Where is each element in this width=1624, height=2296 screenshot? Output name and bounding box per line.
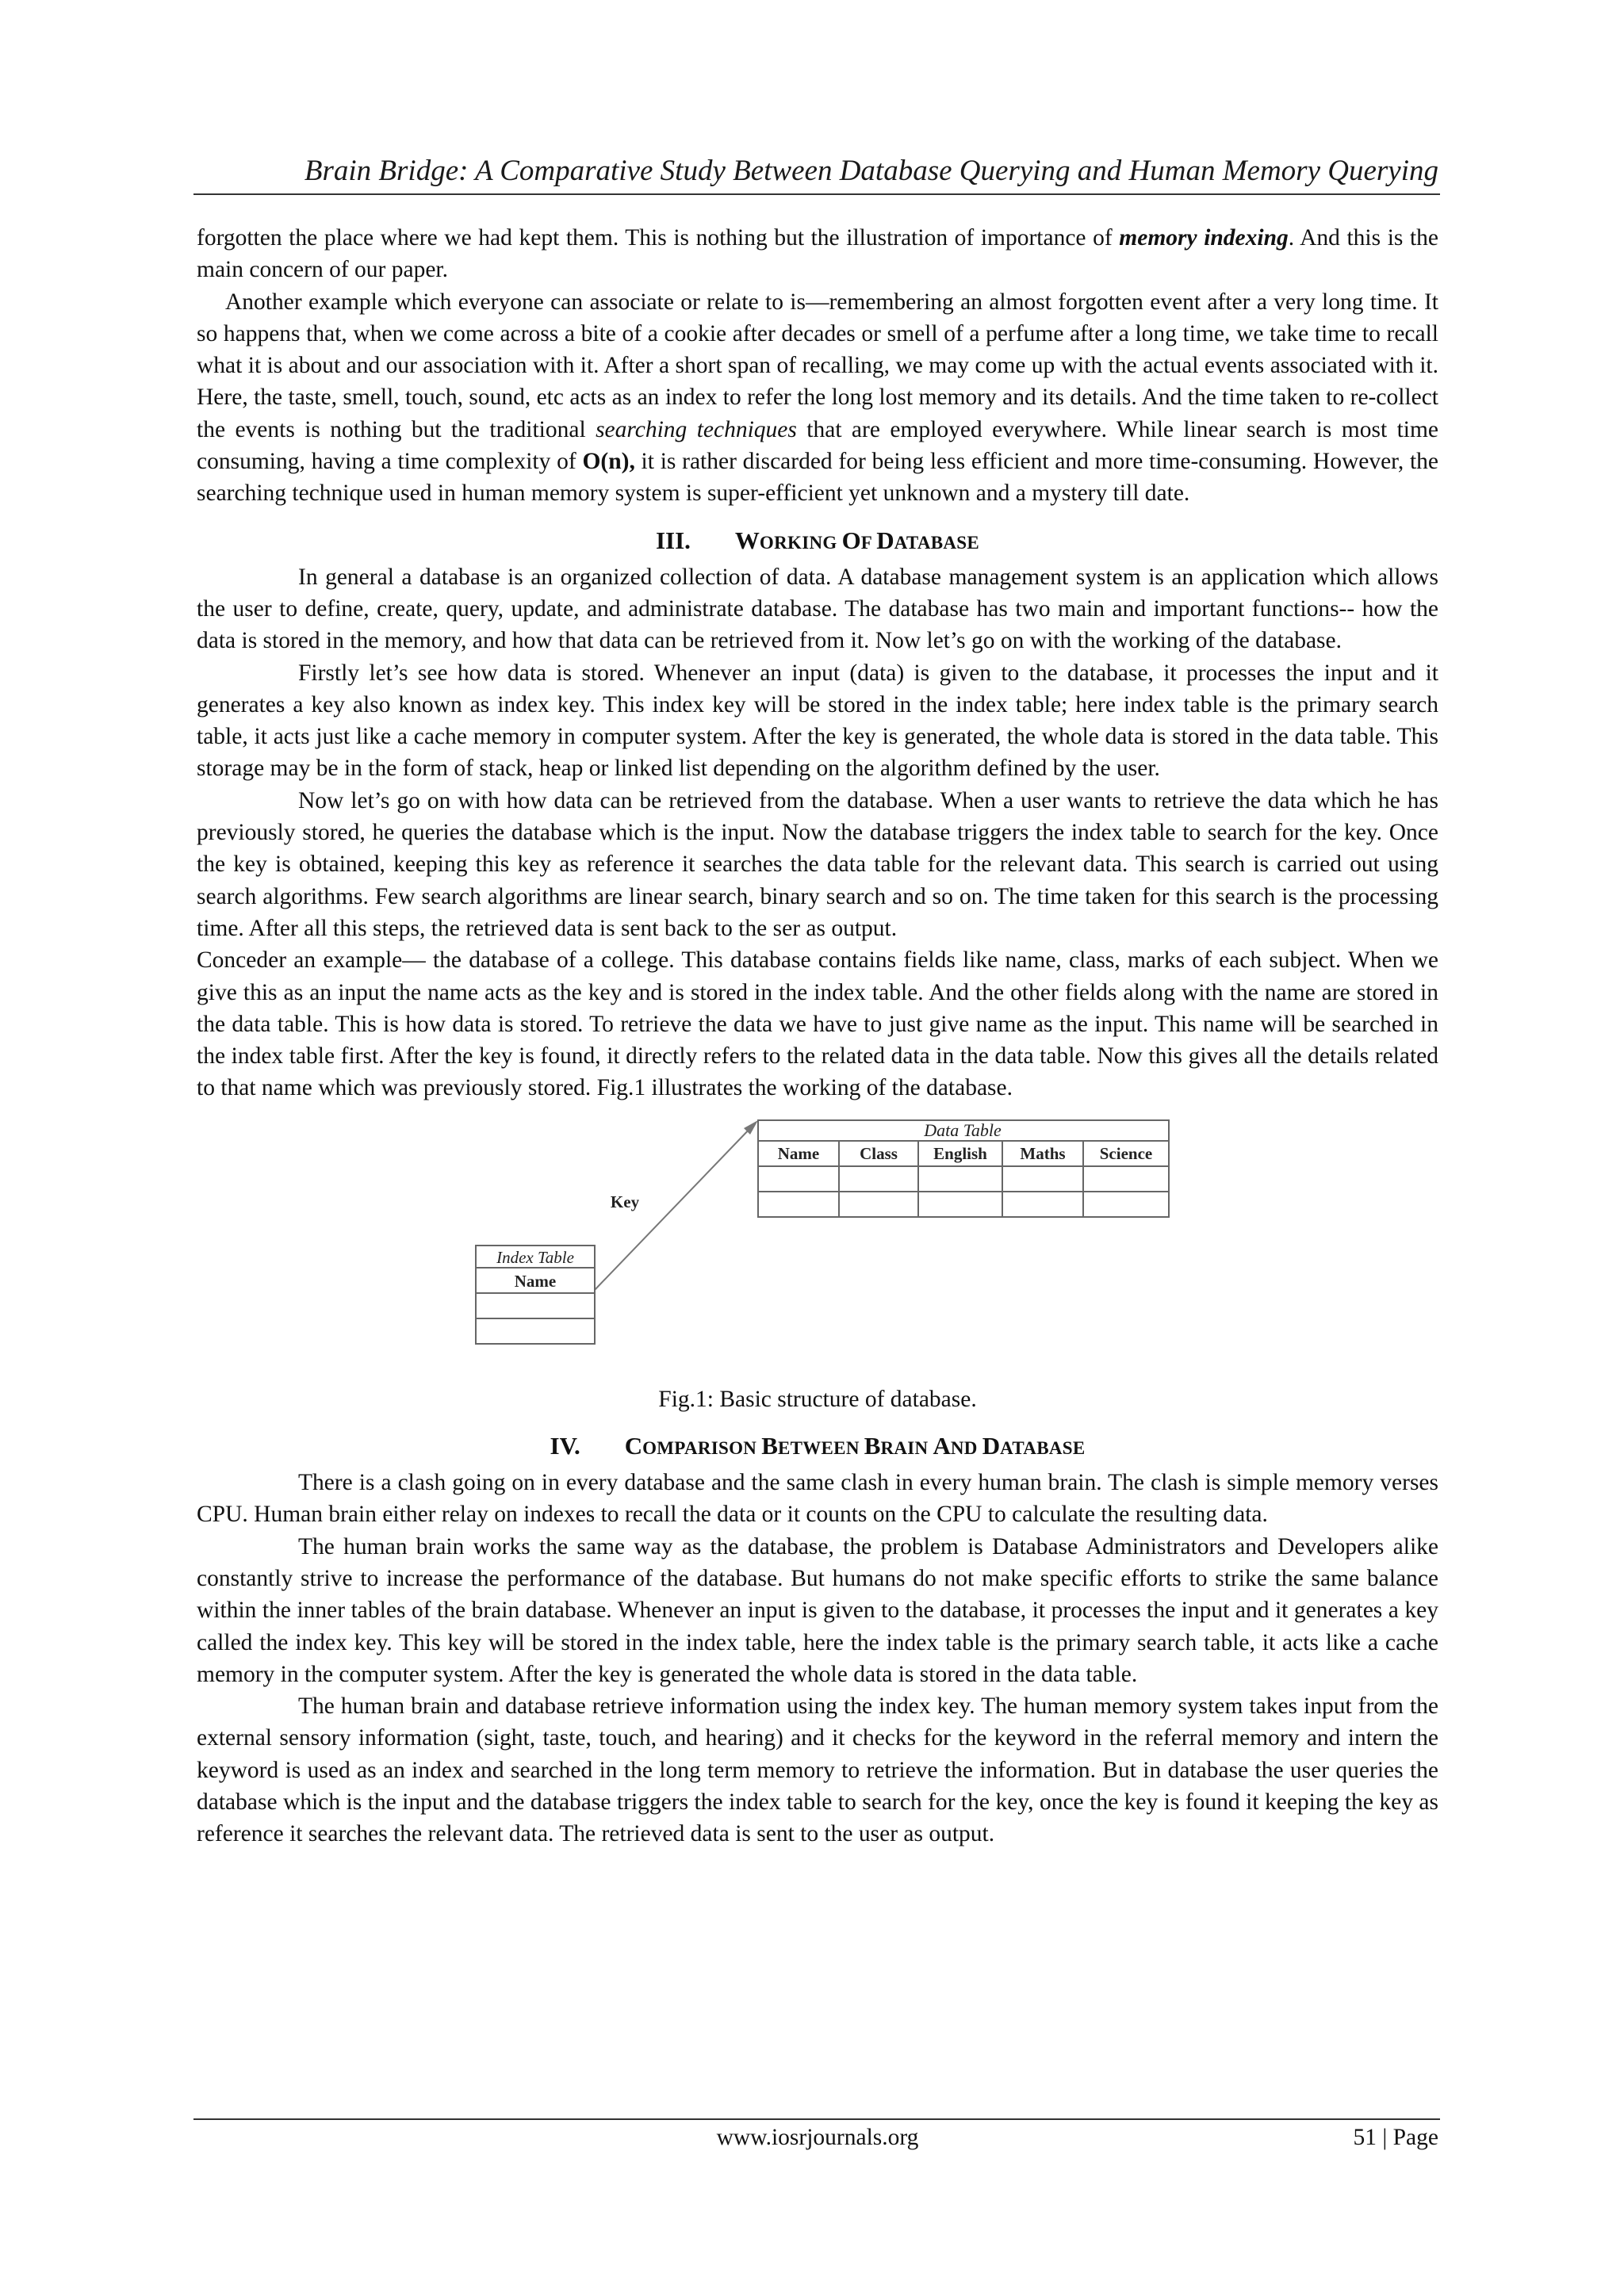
paragraph-9: The human brain and database retrieve information using the index key. The human memory system takes input from the external sensory information (sight, taste, touch, and hearing) and it checks for the keyword in the referral memory and intern the keyword is used as an index and searched in the long term memory to retrieve the information. But in database the user queries the database which is the input and the database triggers the index table to search for the key, once the key is found it keeping the key as reference it searches the relevant data. The retrieved data is sent to the user as output. (197, 1693, 1438, 1847)
running-header: Brain Bridge: A Comparative Study Between Database Querying and Human Memory Querying (304, 155, 1438, 187)
database-diagram (197, 1106, 1438, 1383)
data-col-class: Class (860, 1143, 898, 1163)
p1-emphasis: memory indexing (1119, 225, 1289, 251)
p1-text-c: . And this is the main concern of our paper. (197, 225, 1439, 283)
sec4-small5: ATABASE (1000, 1438, 1086, 1459)
section-4-number: IV. (550, 1432, 580, 1460)
sec3-small3: ATABASE (894, 532, 980, 553)
sec3-small1: ORKING (759, 532, 842, 553)
sec4-small1: OMPARISON (642, 1438, 762, 1459)
sec3-cap1: W (734, 526, 760, 554)
p2-text-c: that are employed everywhere. While linear search is most time consuming, having a time complexity of (197, 416, 1438, 475)
header-rule (193, 193, 1440, 195)
sec4-cap1: C (624, 1432, 643, 1460)
section-3-heading (197, 522, 1438, 561)
data-col-maths: Maths (1020, 1143, 1066, 1163)
key-label: Key (610, 1192, 640, 1211)
paragraph-8: The human brain works the same way as the database, the problem is Database Administrators and Developers alike constantly strive to increase the performance of the database. But humans do not make specific efforts to strike the same balance within the inner tables of the brain database. Whenever an input is given to the database, it processes the input and it generates a key called the index key. This key will be stored in the index table, here the index table is the primary search table, it acts like a cache memory in the computer system. After the key is generated the whole data is stored in the data table. (197, 1533, 1438, 1687)
sec3-cap3: D (876, 526, 894, 554)
data-col-science: Science (1099, 1143, 1153, 1163)
paragraph-1 (197, 222, 1438, 286)
index-table-title: Index Table (496, 1247, 574, 1267)
paragraph-5: Now let’s go on with how data can be retrieved from the database. When a user wants to retrieve the data which he has previously stored, he queries the database which is the input. Now the database triggers the index table to search for the key. Once the key is obtained, keeping this key as reference it searches the data table for the relevant data. This search is carried out using search algorithms. Few search algorithms are linear search, binary search and so on. The time taken for this search is the processing time. After all this steps, the retrieved data is sent back to the ser as output. (197, 787, 1438, 941)
data-table-title: Data Table (924, 1119, 1002, 1140)
sec4-small3: RAIN (880, 1438, 933, 1459)
sec4-small4: ND (950, 1438, 982, 1459)
sec3-cap2: O (841, 526, 861, 554)
section-4-heading (197, 1428, 1438, 1467)
sec4-cap5: D (982, 1432, 1001, 1460)
footer-website: www.iosrjournals.org (716, 2125, 919, 2150)
data-col-english: English (933, 1143, 987, 1163)
footer-rule (193, 2118, 1440, 2120)
data-col-name: Name (777, 1143, 820, 1163)
sec4-cap3: B (864, 1432, 881, 1460)
sec4-small2: ETWEEN (777, 1438, 864, 1459)
footer-page-number: 51 | Page (1353, 2125, 1438, 2150)
index-col-name: Name (514, 1271, 557, 1291)
p2-bold: O(n), (582, 449, 635, 475)
paragraph-2 (197, 286, 1438, 510)
paragraph-3: In general a database is an organized collection of data. A database management system is an application which allows the user to define, create, query, update, and administrate database. The database has two main and important functions-- how the data is stored in the memory, and how that data can be retrieved from it. Now let’s go on with the working of the database. (197, 564, 1438, 654)
sec3-small2: F (860, 532, 877, 553)
section-3-number: III. (655, 526, 691, 554)
p2-text-a: Another example which everyone can associate or relate to is—remembering an almost forgotten event after a very long time. It so happens that, when we come across a bite of a cookie after decades or smell of a perfume after a long time, we take time to recall what it is about and our association with it. After a short span of recalling, we may come up with the actual events associated with it. Here, the taste, smell, touch, sound, etc acts as an index to refer the long lost memory and its details. And the time taken to re-collect the events is nothing but the traditional (197, 289, 1438, 442)
figure-1 (197, 1106, 1438, 1383)
paragraph-6: Conceder an example— the database of a college. This database contains fields like name, class, marks of each subject. When we give this as an input the name acts as the key and is stored in the index table. And the other fields along with the name are stored in the data table. This is how data is stored. To retrieve the data we have to just give name as the input. This name will be searched in the index table first. After the key is found, it directly refers to the related data in the data table. Now this gives all the details related to that name which was previously stored. Fig.1 illustrates the working of the database. (197, 947, 1438, 1101)
p2-text-e: it is rather discarded for being less efficient and more time-consuming. However, the searching technique used in human memory system is super-efficient yet unknown and a mystery till date. (197, 449, 1438, 507)
paragraph-4: Firstly let’s see how data is stored. Whenever an input (data) is given to the database, it processes the input and it generates a key also known as index key. This index key will be stored in the index table; here index table is the primary search table, it acts just like a cache memory in computer system. After the key is generated, the whole data is stored in the data table. This storage may be in the form of stack, heap or linked list depending on the algorithm defined by the user. (197, 660, 1438, 782)
p1-text-a: forgotten the place where we had kept them. This is nothing but the illustration of importance of (197, 225, 1120, 251)
figure-caption: Fig.1: Basic structure of database. (658, 1386, 977, 1412)
sec4-cap4: A (933, 1432, 951, 1460)
paragraph-7: There is a clash going on in every database and the same clash in every human brain. The clash is simple memory verses CPU. Human brain either relay on indexes to recall the data or it counts on the CPU to calculate the resulting data. (197, 1470, 1438, 1528)
sec4-cap2: B (761, 1432, 778, 1460)
p2-italic: searching techniques (596, 416, 797, 442)
body-text (197, 222, 1438, 1850)
